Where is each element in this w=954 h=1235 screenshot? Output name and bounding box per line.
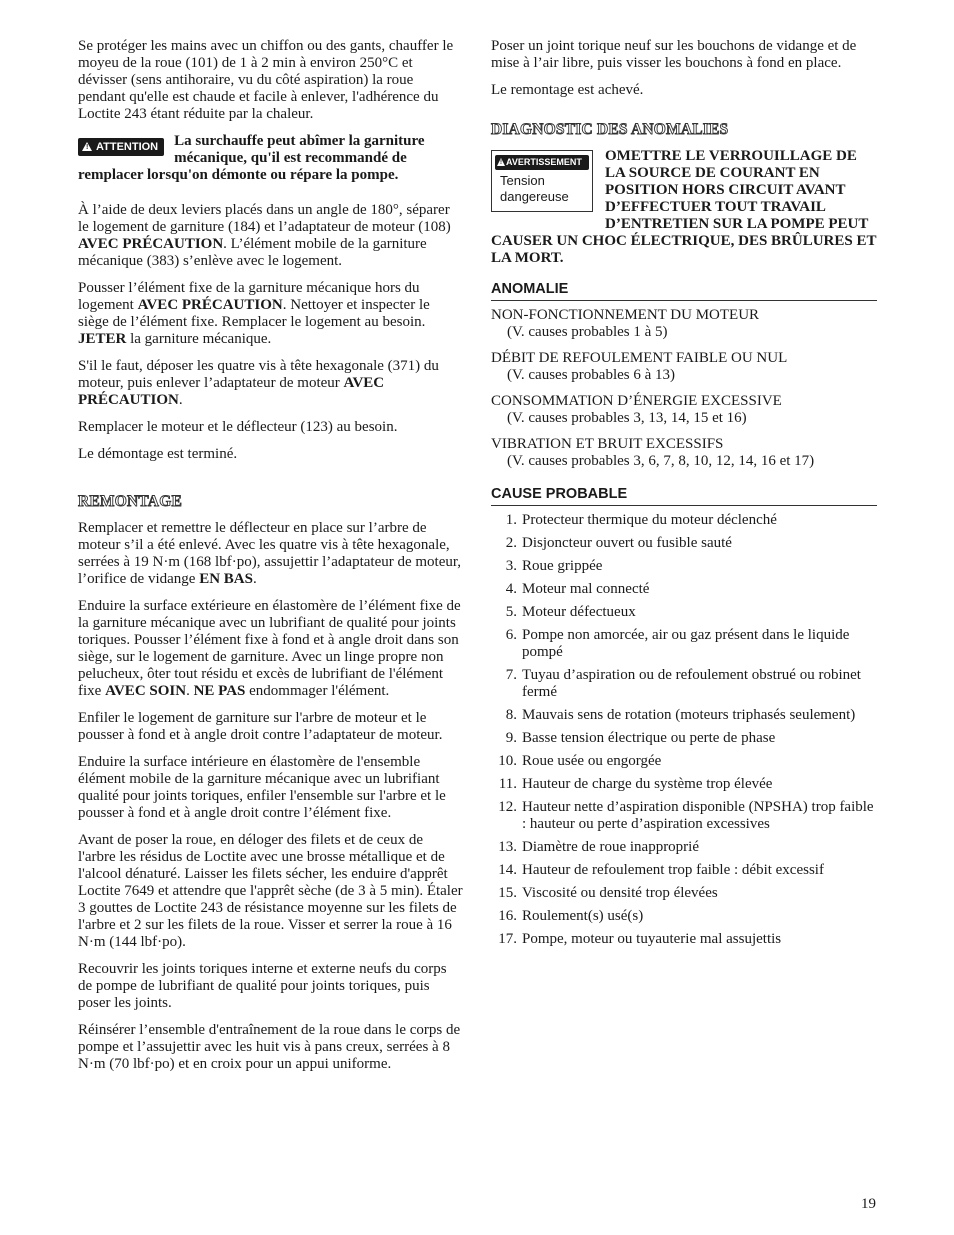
cause-item bbox=[491, 581, 877, 598]
cause-item bbox=[491, 753, 877, 770]
paragraph-reassembly-7: Réinsérer l’ensemble d'entraînement de la roue dans le corps de pompe et l’assujettir avec les huit vis à pans creux, serrées à 8 N·m (70 lbf·po) et en croix pour un appui uniforme. bbox=[78, 1022, 461, 1072]
cause-text: Moteur défectueux bbox=[522, 604, 636, 620]
cause-item bbox=[491, 839, 877, 856]
paragraph-push-seal: Pousser l’élément fixe de la garniture mécanique hors du logement AVEC PRÉCAUTION. Nettoyer et inspecter le siège de l’élément fixe. Remplacer le logement au besoin. JETER la garniture mécanique. bbox=[78, 280, 430, 347]
diagnostic-heading: DIAGNOSTIC DES ANOMALIES bbox=[491, 121, 729, 138]
anomaly-title: NON-FONCTIONNEMENT DU MOTEUR bbox=[491, 307, 760, 323]
cause-number: 9. bbox=[505, 730, 517, 746]
cause-item bbox=[491, 667, 877, 701]
cause-number: 12. bbox=[498, 799, 517, 815]
cause-item bbox=[491, 604, 877, 621]
anomaly-item bbox=[491, 393, 877, 427]
cause-number: 3. bbox=[505, 558, 517, 574]
cause-item bbox=[491, 931, 877, 948]
attention-notice bbox=[78, 133, 464, 184]
cause-item bbox=[491, 535, 877, 552]
attention-label: ATTENTION bbox=[96, 141, 159, 153]
cause-number: 11. bbox=[498, 776, 517, 792]
paragraph-reassembly-done: Le remontage est achevé. bbox=[491, 82, 644, 98]
cause-text: Protecteur thermique du moteur déclenché bbox=[522, 512, 777, 528]
anomaly-item bbox=[491, 350, 877, 384]
cause-item bbox=[491, 862, 877, 879]
anomaly-causes-ref: (V. causes probables 3, 6, 7, 8, 10, 12, 14, 16 et 17) bbox=[507, 453, 815, 469]
cause-text: Hauteur nette d’aspiration disponible (NPSHA) trop faible : hauteur ou perte d’aspiration excessives bbox=[522, 799, 874, 832]
cause-item bbox=[491, 627, 877, 661]
cause-number: 1. bbox=[505, 512, 517, 528]
anomaly-causes-ref: (V. causes probables 1 à 5) bbox=[507, 324, 668, 340]
paragraph-reassembly-3: Enfiler le logement de garniture sur l'arbre de moteur et le pousser à fond et à angle droit contre l’adaptateur de moteur. bbox=[78, 710, 443, 743]
cause-text: Diamètre de roue inapproprié bbox=[522, 839, 700, 855]
cause-text: Tuyau d’aspiration ou de refoulement obstrué ou robinet fermé bbox=[522, 667, 861, 700]
cause-heading: CAUSE PROBABLE bbox=[491, 486, 877, 506]
right-column bbox=[491, 38, 877, 954]
cause-number: 10. bbox=[498, 753, 517, 769]
cause-item bbox=[491, 908, 877, 925]
warning-triangle-icon: ! bbox=[497, 158, 505, 166]
cause-text: Hauteur de charge du système trop élevée bbox=[522, 776, 773, 792]
paragraph-reassembly-5: Avant de poser la roue, en déloger des filets et de ceux de l'arbre les résidus de Loctite avec une brosse métallique et de l'alcool dénaturé. Laisser les filets sécher, les enduire d'apprêt Loctite 7649 et attendre que l'apprêt sèche (de 3 à 5 min). Étaler 3 gouttes de Loctite 243 de résistance moyenne sur les filets de l'arbre et 2 sur les filets de la roue. Visser et serrer la roue à 16 N·m (144 lbf·po). bbox=[78, 832, 463, 950]
paragraph-separate-housing: À l’aide de deux leviers placés dans un angle de 180°, séparer le logement de garniture (184) et l’adaptateur de moteur (108) AVEC PRÉCAUTION. L’élément mobile de la garniture mécanique (383) s’enlève avec le logement. bbox=[78, 202, 451, 269]
cause-number: 4. bbox=[505, 581, 517, 597]
anomaly-causes-ref: (V. causes probables 6 à 13) bbox=[507, 367, 676, 383]
left-column bbox=[78, 38, 464, 1083]
cause-number: 17. bbox=[498, 931, 517, 947]
cause-number: 15. bbox=[498, 885, 517, 901]
paragraph-reassembly-4: Enduire la surface intérieure en élastomère de l'ensemble élément mobile de la garniture mécanique avec un lubrifiant qualité pour joints toriques, enfiler l'ensemble sur l'arbre et le pousser à fond et à angle droit contre l’élément fixe. bbox=[78, 754, 446, 821]
warning-notice bbox=[491, 148, 877, 267]
attention-badge bbox=[78, 138, 164, 156]
cause-number: 2. bbox=[505, 535, 517, 551]
paragraph-impeller-removal: Se protéger les mains avec un chiffon ou des gants, chauffer le moyeu de la roue (101) de 1 à 2 min à environ 250°C et dévisser (sens antihoraire, vu du côté aspiration) la roue pendant qu'elle est chaude et facile à enlever, l'adhérence du Loctite 243 étant réduite par la chaleur. bbox=[78, 38, 454, 122]
paragraph-reassembly-2: Enduire la surface extérieure en élastomère de l’élément fixe de la garniture mécanique avec un lubrifiant de qualité pour joints toriques. Pousser l’élément fixe à fond et à angle droit dans son siège, sur le logement de garniture. Avec un linge propre non pelucheux, ôter tout résidu et excès de lubrifiant de l'élément fixe AVEC SOIN. NE PAS endommager l'élément. bbox=[78, 598, 461, 699]
anomaly-list bbox=[491, 307, 877, 470]
anomaly-title: DÉBIT DE REFOULEMENT FAIBLE OU NUL bbox=[491, 350, 788, 366]
cause-item bbox=[491, 799, 877, 833]
cause-number: 13. bbox=[498, 839, 517, 855]
cause-number: 16. bbox=[498, 908, 517, 924]
cause-text: Disjoncteur ouvert ou fusible sauté bbox=[522, 535, 732, 551]
anomalie-heading: ANOMALIE bbox=[491, 281, 877, 301]
cause-number: 14. bbox=[498, 862, 517, 878]
paragraph-reassembly-1: Remplacer et remettre le déflecteur en place sur l’arbre de moteur s’il a été enlevé. Avec les quatre vis à tête hexagonale, serrées à 19 N·m (168 lbf·po), assujettir l’adaptateur de moteur, l’orifice de vidange EN BAS. bbox=[78, 520, 462, 587]
anomaly-title: VIBRATION ET BRUIT EXCESSIFS bbox=[491, 436, 724, 452]
cause-number: 7. bbox=[505, 667, 517, 683]
paragraph-remove-screws: S'il le faut, déposer les quatre vis à tête hexagonale (371) du moteur, puis enlever l’adaptateur de moteur AVEC PRÉCAUTION. bbox=[78, 358, 439, 408]
paragraph-reassembly-6: Recouvrir les joints toriques interne et externe neufs du corps de pompe de lubrifiant de qualité pour joints toriques, puis poser les joints. bbox=[78, 961, 447, 1011]
warning-box bbox=[491, 150, 593, 212]
paragraph-drain-plugs: Poser un joint torique neuf sur les bouchons de vidange et de mise à l’air libre, puis visser les bouchons à fond en place. bbox=[491, 38, 857, 71]
cause-text: Mauvais sens de rotation (moteurs triphasés seulement) bbox=[522, 707, 856, 723]
cause-text: Basse tension électrique ou perte de phase bbox=[522, 730, 776, 746]
cause-text: Roue grippée bbox=[522, 558, 603, 574]
cause-item bbox=[491, 558, 877, 575]
paragraph-replace-motor: Remplacer le moteur et le déflecteur (123) au besoin. bbox=[78, 419, 398, 435]
cause-item bbox=[491, 730, 877, 747]
page-number: 19 bbox=[861, 1196, 876, 1212]
anomaly-item bbox=[491, 307, 877, 341]
cause-item bbox=[491, 776, 877, 793]
warning-box-text: Tension dangereuse bbox=[500, 173, 569, 204]
cause-item bbox=[491, 885, 877, 902]
cause-text: Moteur mal connecté bbox=[522, 581, 650, 597]
cause-text: Roulement(s) usé(s) bbox=[522, 908, 644, 924]
cause-number: 5. bbox=[505, 604, 517, 620]
warning-triangle-icon: ! bbox=[82, 142, 92, 151]
cause-text: Viscosité ou densité trop élevées bbox=[522, 885, 718, 901]
attention-text: La surchauffe peut abîmer la garniture mécanique, qu'il est recommandé de remplacer lorsqu'on démonte ou répare la pompe. bbox=[78, 133, 425, 183]
warning-text: OMETTRE LE VERROUILLAGE DE LA SOURCE DE COURANT EN POSITION HORS CIRCUIT AVANT D’EFFECTUER TOUT TRAVAIL D’ENTRETIEN SUR LA POMPE PEUT CAUSER UN CHOC ÉLECTRIQUE, DES BRÛLURES ET LA MORT. bbox=[491, 148, 877, 266]
cause-number: 6. bbox=[505, 627, 517, 643]
avertissement-badge: ! AVERTISSEMENT bbox=[495, 155, 589, 170]
cause-item bbox=[491, 512, 877, 529]
cause-number: 8. bbox=[505, 707, 517, 723]
anomaly-causes-ref: (V. causes probables 3, 13, 14, 15 et 16) bbox=[507, 410, 747, 426]
anomaly-item bbox=[491, 436, 877, 470]
cause-text: Hauteur de refoulement trop faible : débit excessif bbox=[522, 862, 824, 878]
anomaly-title: CONSOMMATION D’ÉNERGIE EXCESSIVE bbox=[491, 393, 782, 409]
cause-text: Pompe non amorcée, air ou gaz présent dans le liquide pompé bbox=[522, 627, 850, 660]
remontage-heading: REMONTAGE bbox=[78, 493, 182, 510]
cause-text: Pompe, moteur ou tuyauterie mal assujettis bbox=[522, 931, 782, 947]
cause-item bbox=[491, 707, 877, 724]
paragraph-disassembly-done: Le démontage est terminé. bbox=[78, 446, 238, 462]
cause-list bbox=[491, 512, 877, 948]
cause-text: Roue usée ou engorgée bbox=[522, 753, 662, 769]
